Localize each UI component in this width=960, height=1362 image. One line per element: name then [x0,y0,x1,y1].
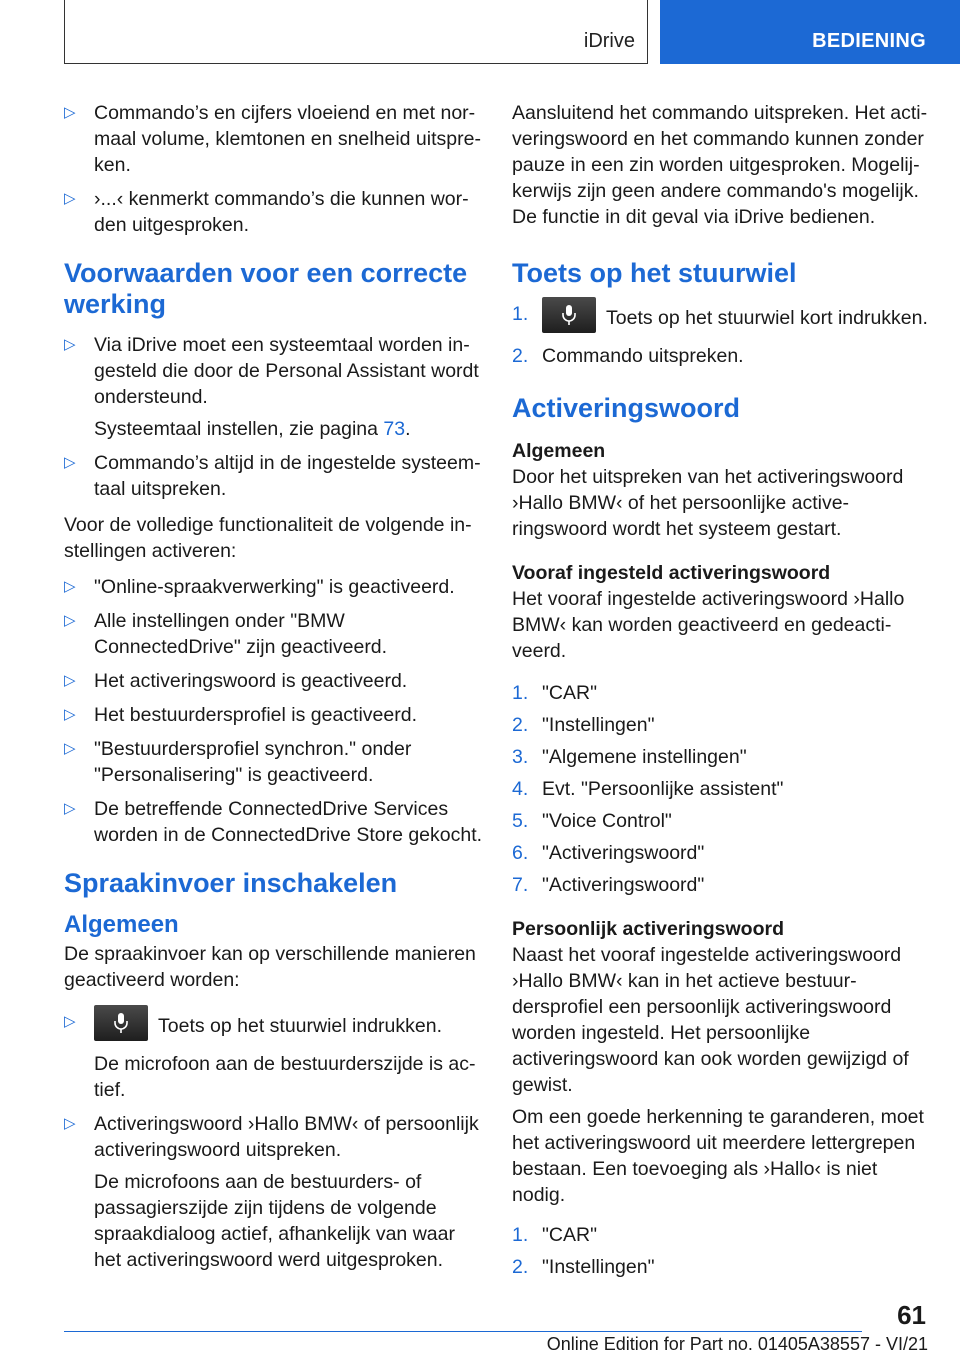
req-item-text: ▷ Via iDrive moet een systeemtaal worden ingesteld die door de Personal Assistant wordt ondersteund. [94,334,479,408]
page-number: 61 [897,1300,926,1330]
header-section-title: iDrive [583,30,635,52]
heading-personal-wake-word: Persoonlijk activeringswoord [512,918,784,940]
method-subtext: De microfoons aan de bestuurders- of passagierszijde zijn tijdens de volgende spraakdialoog actief, afhankelijk van waar het activeringswoord werd uitgesproken. [94,1171,455,1271]
requirements-list [64,332,484,502]
heading-general: Algemeen [64,911,179,938]
heading-enable-voice: Spraakinvoer inschakelen [64,868,398,898]
right-column [512,100,932,1290]
method-label: Toets op het stuurwiel indrukken. [158,1015,442,1038]
heading-preset-wake-word: Vooraf ingesteld activeringswoord [512,562,831,584]
list-item: 4. Evt. "Persoonlijke assistent" [512,778,784,800]
page-ref-prefix: Systeemtaal instellen, zie pagina [94,418,384,440]
list-item: ▷ "Online-spraakverwerking" is geactiveerd. [64,574,484,600]
header-section-box [64,0,648,64]
list-item: 1. "CAR" [512,1224,598,1246]
activation-methods-list [64,1009,484,1273]
preset-steps [512,680,932,898]
header-chapter-title: BEDIENING [812,30,926,52]
method-text [94,1009,484,1045]
intro-list [64,100,484,238]
mic-button-icon [94,1005,148,1041]
header-chapter-tab[interactable] [660,0,960,64]
page-link[interactable]: 73 [383,418,406,440]
list-item: 2. "Instellingen" [512,714,655,736]
list-item: ▷ "Bestuurdersprofiel synchron." onder "Personalisering" is geactiveerd. [64,736,484,788]
list-item: 5. "Voice Control" [512,810,672,832]
wake-general-para: Door het uitspreken van het activeringswoord ›Hallo BMW‹ of het persoonlijke activeringswoord wordt het systeem gestart. [512,466,904,540]
personal-para-2: Om een goede herkenning te garanderen, moet het activeringswoord uit meerdere lettergrepen bestaan. Een toevoeging als ›Hallo‹ is niet nodig. [512,1106,924,1206]
footer-edition: Online Edition for Part no. 01405A38557 - VI/21 [546,1334,928,1354]
list-item: 2. "Instellingen" [512,1256,655,1278]
mic-button-icon [542,297,596,333]
list-item: 2. Commando uitspreken. [512,345,744,367]
method-subtext: De microfoon aan de bestuurderszijde is actief. [94,1053,476,1101]
heading-requirements: Voorwaarden voor een correcte werking [64,258,468,319]
list-item: 1. Toets op het stuurwiel kort indrukken. [512,301,932,337]
heading-wake-word: Activeringswoord [512,393,741,423]
page-ref-suffix: . [405,418,411,440]
intro-para: Aansluitend het commando uitspreken. Het activeringswoord en het commando kunnen zonder pauze in een zin worden uitgesproken. Mogelijkerwijs zijn geen andere commando's mogelijk. De functie in dit geval via iDrive bedienen. [512,102,928,228]
preset-para: Het vooraf ingestelde activeringswoord ›Hallo BMW‹ kan worden geactiveerd en gedeactiveerd. [512,588,905,662]
req-item-subtext [94,416,484,442]
heading-wake-general: Algemeen [512,440,606,462]
list-item: 3. "Algemene instellingen" [512,746,747,768]
heading-steering-button: Toets op het stuurwiel [512,258,797,288]
list-item: ▷ Alle instellingen onder "BMW ConnectedDrive" zijn geactiveerd. [64,608,484,660]
list-item: ▷ De betreffende ConnectedDrive Services worden in de ConnectedDrive Store gekocht. [64,796,484,848]
list-item [64,332,484,442]
list-item [64,1111,484,1273]
list-item: 6. "Activeringswoord" [512,842,705,864]
settings-list [64,574,484,848]
list-item: ▷ ›...‹ kenmerkt commando’s die kunnen worden uitgesproken. [64,186,484,238]
footer-divider [64,1331,862,1332]
personal-steps [512,1222,932,1280]
general-para: De spraakinvoer kan op verschillende manieren geactiveerd worden: [64,943,476,991]
step-text: Toets op het stuurwiel kort indrukken. [606,307,928,330]
list-item: ▷ Het bestuurdersprofiel is geactiveerd. [64,702,484,728]
full-functionality-para: Voor de volledige functionaliteit de volgende instellingen activeren: [64,514,472,562]
list-item [64,1009,484,1103]
list-item: 7. "Activeringswoord" [512,874,705,896]
list-item: ▷ Commando’s altijd in de ingestelde systeemtaal uitspreken. [64,450,484,502]
list-item: ▷ Het activeringswoord is geactiveerd. [64,668,484,694]
list-item: 1. "CAR" [512,682,598,704]
method-text: ▷ Activeringswoord ›Hallo BMW‹ of persoonlijk activeringswoord uitspreken. [94,1113,479,1161]
steering-steps [512,301,932,369]
list-item: ▷ Commando’s en cijfers vloeiend en met normaal volume, klemtonen en snelheid uitspreken. [64,100,484,178]
personal-para-1: Naast het vooraf ingestelde activeringswoord ›Hallo BMW‹ kan in het actieve bestuurdersprofiel een persoonlijk activeringswoord worden ingesteld. Het persoonlijke activeringswoord kan ook worden gewijzigd of gewist. [512,944,909,1096]
left-column [64,100,484,1283]
step-text: Commando uitspreken. [542,345,744,367]
